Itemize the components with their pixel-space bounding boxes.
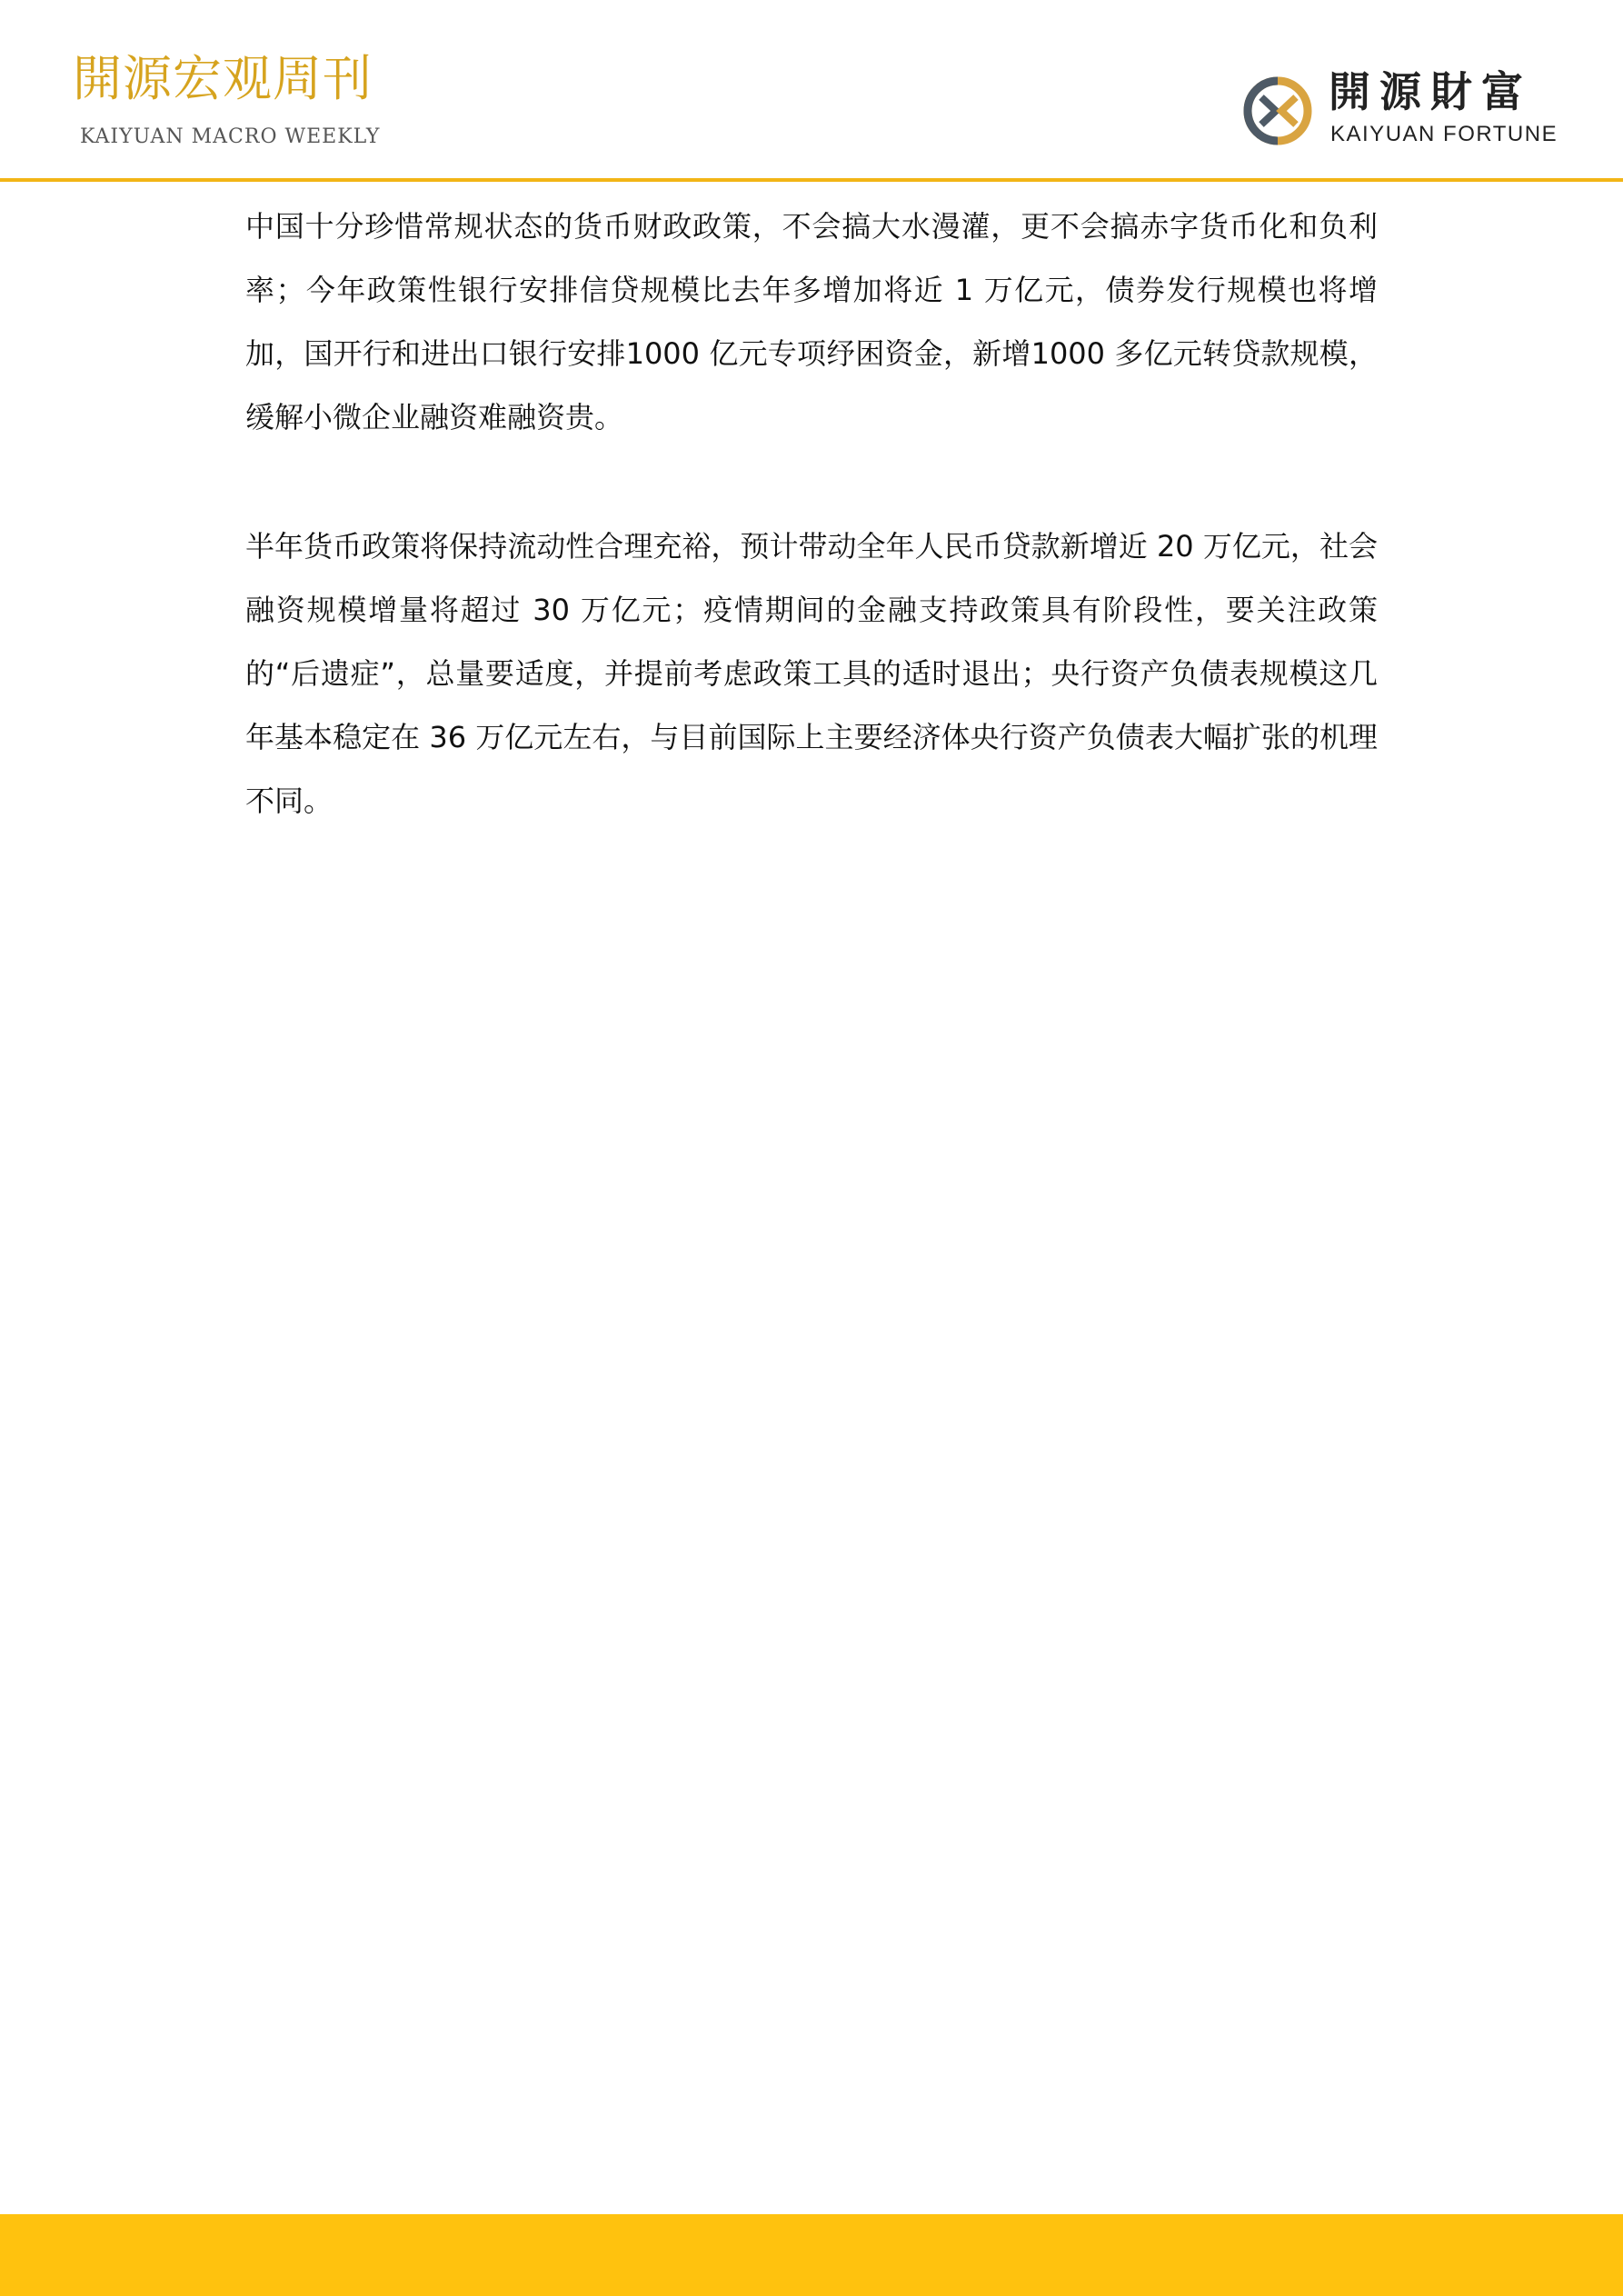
paragraph: 半年货币政策将保持流动性合理充裕，预计带动全年人民币贷款新增近 20 万亿元，社会融资规模增量将超过 30 万亿元；疫情期间的金融支持政策具有阶段性，要关注政策的“后遗症”，总量要适度，并提前考虑政策工具的适时退出；央行资产负债表规模这几年基本稳定在 36 万亿元左右，与目前国际上主要经济体央行资产负债表大幅扩张的机理不同。 <box>245 529 1378 818</box>
company-logo <box>1241 67 1568 153</box>
logo-name-cn: 開源財富 <box>1329 67 1532 116</box>
paragraph: 中国十分珍惜常规状态的货币财政政策，不会搞大水漫灌，更不会搞赤字货币化和负利率；今年政策性银行安排信贷规模比去年多增加将近 1 万亿元，债券发行规模也将增加，国开行和进出口银行安排1000 亿元专项纾困资金，新增1000 多亿元转贷款规模，缓解小微企业融资难融资贵。 <box>245 209 1378 434</box>
footer-band <box>0 2214 1623 2296</box>
report-subtitle: KAIYUAN MACRO WEEKLY <box>80 125 381 148</box>
header-divider <box>0 178 1623 182</box>
report-title: 開源宏观周刊 <box>73 50 373 107</box>
kaiyuan-logo-icon <box>1241 75 1314 147</box>
logo-name-en: KAIYUAN FORTUNE <box>1330 122 1558 146</box>
body-text <box>245 195 1378 898</box>
